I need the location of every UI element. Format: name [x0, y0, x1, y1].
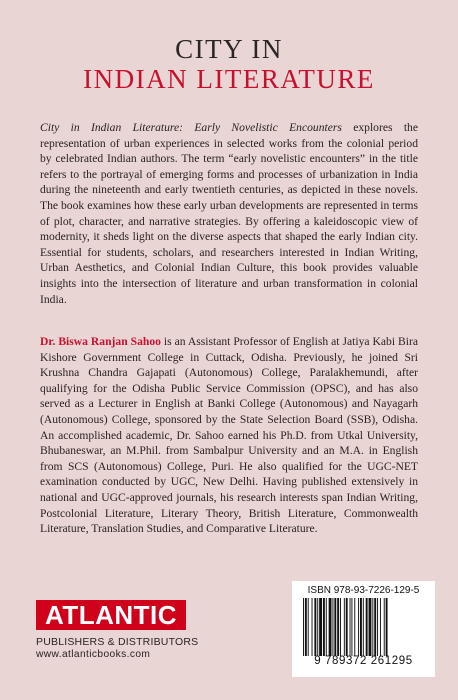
- blurb-body: explores the representation of urban experiences in selected works from the colonial period by celebrated Indian authors. The term “early novelistic encounters” in the title refers to the portrayal of emerging forms and processes of urbanization in India during the nineteenth and early twentieth centuries, as depicted in these novels. The book examines how these early urban developments are represented in terms of plot, character, and narrative strategies. By offering a kaleidoscopic view of modernity, it sheds light on the diverse aspects that shaped the early Indian city. Essential for students, scholars, and researchers interested in Indian Writing, Urban Aesthetics, and Colonial Indian Culture, this book provides valuable insights into the intersection of literature and urban transformation in colonial India.: [40, 121, 418, 306]
- author-bio: [40, 334, 418, 537]
- isbn-label: ISBN 978-93-7226-129-5: [307, 585, 420, 596]
- publisher-url: www.atlanticbooks.com: [36, 649, 151, 660]
- author-name: Dr. Biswa Ranjan Sahoo: [40, 335, 161, 348]
- blurb-book-title: City in Indian Literature: Early Novelistic Encounters: [40, 121, 342, 134]
- title-line-2: INDIAN LITERATURE: [83, 64, 375, 94]
- isbn-barcode: [292, 581, 435, 677]
- author-bio-text: is an Assistant Professor of English at Jatiya Kabi Bira Kishore Government College in Cuttack, Odisha. Previously, he joined Sri Krushna Chandra Gajapati (Autonomous) College, Paralakhemundi, after qualifying for the Odisha Public Service Commission (OPSC), and has also served as a Lecturer in English at Banki College (Autonomous) and Nayagarh (Autonomous) College, sponsored by the State Selection Board (SSB), Odisha. An accomplished academic, Dr. Sahoo earned his Ph.D. from Utkal University, Bhubaneswar, an M.Phil. from Sambalpur University and an M.A. in English from SCS (Autonomous) College, Puri. He also qualified for the UGC-NET examination conducted by UGC, New Delhi. Having published extensively in national and UGC-approved journals, his research interests span Indian Writing, Postcolonial Literature, Literary Theory, British Literature, Commonwealth Literature, Translation Studies, and Comparative Literature.: [40, 335, 418, 536]
- publisher-subtitle: PUBLISHERS & DISTRIBUTORS: [36, 636, 199, 648]
- publisher-name: ATLANTIC: [36, 600, 186, 630]
- book-title: [0, 34, 458, 94]
- title-line-1: CITY IN: [175, 34, 283, 64]
- barcode-icon: [301, 598, 426, 656]
- publisher-logo: [36, 600, 206, 660]
- book-blurb: [40, 120, 418, 307]
- barcode-number: 9 789372 261295: [314, 655, 413, 667]
